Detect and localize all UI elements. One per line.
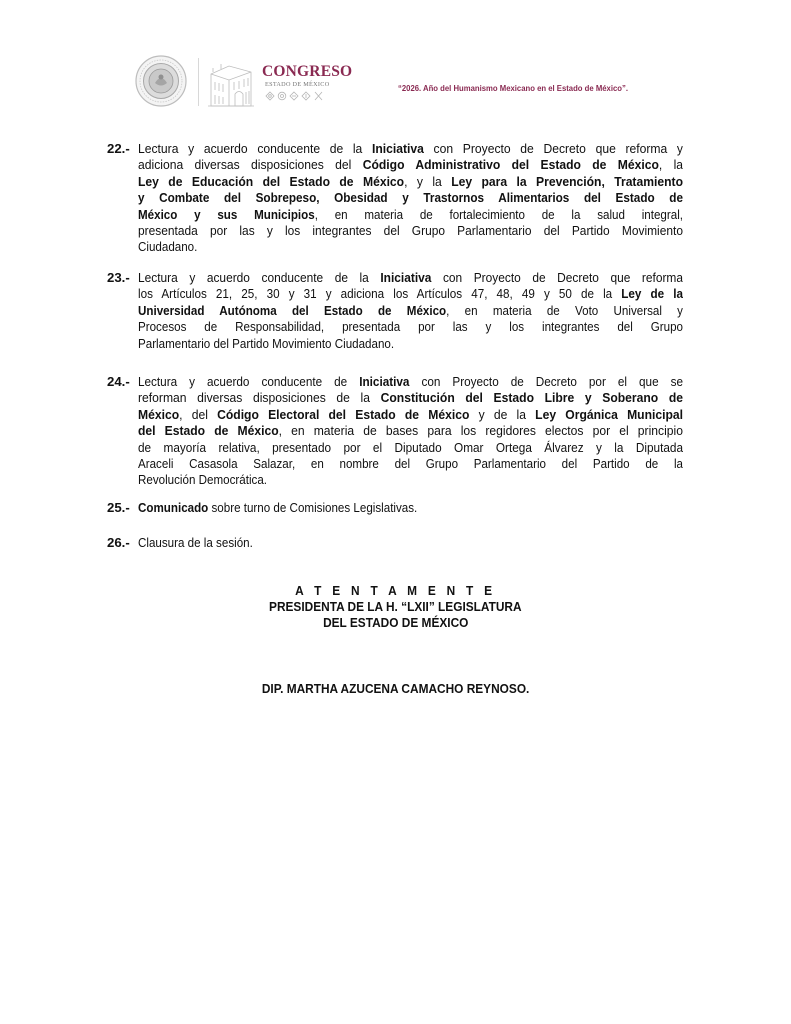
bold-segment: Constitución del Estado Libre y Soberano de: [380, 390, 683, 406]
text-line: [138, 223, 683, 239]
bold-segment: Ley Orgánica Municipal: [535, 406, 683, 422]
congress-building-icon: [205, 60, 257, 108]
agenda-item-text: [138, 141, 683, 256]
text-segment: , en materia de Voto Universal y: [446, 302, 683, 318]
signer-name-label: DIP. MARTHA AZUCENA CAMACHO REYNOSO.: [261, 681, 530, 696]
text-segment: presentada por las y los integrantes del Grupo Parlamentario del Partido Movimiento: [138, 222, 683, 238]
text-segment: , la: [658, 157, 683, 173]
agenda-item: [107, 500, 683, 516]
text-segment: Lectura y acuerdo conducente de la: [138, 270, 381, 285]
text-segment: Procesos de Responsabilidad, presentada por las y los integrantes del Grupo: [138, 319, 683, 335]
bold-segment: Ley de la: [621, 286, 683, 302]
agenda-item: [107, 535, 683, 551]
text-line: [138, 500, 417, 516]
bold-segment: México: [138, 406, 180, 422]
agenda-item-text: [138, 270, 683, 352]
state-seal-icon: [135, 55, 187, 107]
agenda-item-text: [138, 500, 683, 516]
bold-segment: Iniciativa: [359, 374, 410, 389]
text-line: [138, 374, 683, 390]
brand-name: CONGRESO: [262, 63, 353, 80]
header-divider: [198, 58, 199, 106]
text-segment: de mayoría relativa, presentado por el Diputado Omar Ortega Álvarez y la Diputada: [138, 439, 684, 455]
text-line: [138, 407, 683, 423]
agenda-item: [107, 141, 683, 256]
text-line: [138, 535, 252, 551]
text-line: [138, 440, 683, 456]
text-segment: Clausura de la sesión.: [138, 535, 253, 550]
bold-segment: Ley para la Prevención, Tratamiento: [451, 173, 683, 189]
bold-segment: Código Electoral del Estado de México: [217, 406, 470, 422]
text-line: [138, 456, 683, 472]
text-line: [138, 207, 683, 223]
text-line: [138, 336, 394, 352]
text-segment: adiciona diversas disposiciones del: [138, 157, 363, 173]
agenda-item-number: 23.-: [107, 270, 130, 285]
closing-text: [0, 583, 791, 599]
bold-segment: Ley de Educación del Estado de México: [138, 173, 405, 189]
text-line: [138, 174, 683, 190]
text-segment: Lectura y acuerdo conducente de: [138, 374, 360, 389]
text-segment: , y la: [404, 173, 452, 189]
text-segment: con Proyecto de Decreto que reforma: [431, 270, 684, 285]
text-segment: Lectura y acuerdo conducente de la: [138, 141, 372, 156]
agenda-item-number: 24.-: [107, 374, 130, 389]
text-segment: Araceli Casasola Salazar, en nombre del Grupo Parlamentario del Partido de la: [138, 455, 683, 471]
text-line: [138, 239, 197, 255]
text-segment: Parlamentario del Partido Movimiento Ciudadano.: [138, 335, 395, 351]
text-line: [138, 190, 683, 206]
agenda-item-number: 22.-: [107, 141, 130, 156]
bold-segment: y Combate del Sobrepeso, Obesidad y Trastornos Alimentarios del Estado de: [138, 190, 683, 206]
text-line: [138, 390, 683, 406]
congreso-logo: [262, 64, 354, 106]
text-segment: con Proyecto de Decreto por el que se: [409, 374, 683, 389]
text-segment: Revolución Democrática.: [138, 472, 268, 488]
agenda-item: [107, 270, 683, 352]
motto-text: “2026. Año del Humanismo Mexicano en el Estado de México”.: [398, 83, 628, 93]
decorative-glyphs-icon: [262, 91, 325, 101]
brand-subtitle: ESTADO DE MÉXICO: [265, 81, 330, 88]
text-line: [138, 319, 683, 335]
text-segment: los Artículos 21, 25, 30 y 31 y adiciona los Artículos 47, 48, 49 y 50 de la: [138, 286, 622, 302]
text-line: [138, 303, 683, 319]
bold-segment: Iniciativa: [380, 270, 432, 285]
text-segment: Ciudadano.: [138, 239, 198, 255]
text-line: [138, 270, 683, 286]
agenda-item-number: 26.-: [107, 535, 130, 550]
text-line: [138, 286, 683, 302]
text-segment: , del: [179, 406, 218, 422]
bold-segment: Código Administrativo del Estado de México: [362, 157, 659, 173]
text-segment: , en materia de bases para los regidores electos por el principio: [278, 423, 683, 439]
text-line: [138, 472, 267, 488]
title-line2-label: DEL ESTADO DE MÉXICO: [322, 615, 469, 630]
closing-label: A T E N T A M E N T E: [295, 583, 496, 598]
signer-title-line2: [0, 615, 791, 631]
text-segment: reforman diversas disposiciones de la: [138, 390, 381, 406]
text-line: [138, 157, 683, 173]
bold-segment: Universidad Autónoma del Estado de México: [138, 302, 447, 318]
agenda-item-text: [138, 535, 683, 551]
bold-segment: del Estado de México: [138, 423, 279, 439]
agenda-item-number: 25.-: [107, 500, 130, 515]
text-segment: con Proyecto de Decreto que reforma y: [423, 141, 683, 156]
bold-segment: Comunicado: [138, 500, 209, 515]
signer-title-line1: [0, 599, 791, 615]
bold-segment: Iniciativa: [371, 141, 424, 156]
signer-name: [0, 681, 791, 697]
text-line: [138, 141, 683, 157]
document-header: [0, 0, 791, 125]
agenda-item-text: [138, 374, 683, 489]
agenda-item: [107, 374, 683, 489]
title-line1-label: PRESIDENTA DE LA H. “LXII” LEGISLATURA: [269, 599, 522, 614]
bold-segment: México y sus Municipios: [138, 206, 315, 222]
text-segment: , en materia de fortalecimiento de la salud integral,: [314, 206, 683, 222]
text-segment: y de la: [469, 406, 536, 422]
text-line: [138, 423, 683, 439]
text-segment: sobre turno de Comisiones Legislativas.: [208, 500, 418, 515]
